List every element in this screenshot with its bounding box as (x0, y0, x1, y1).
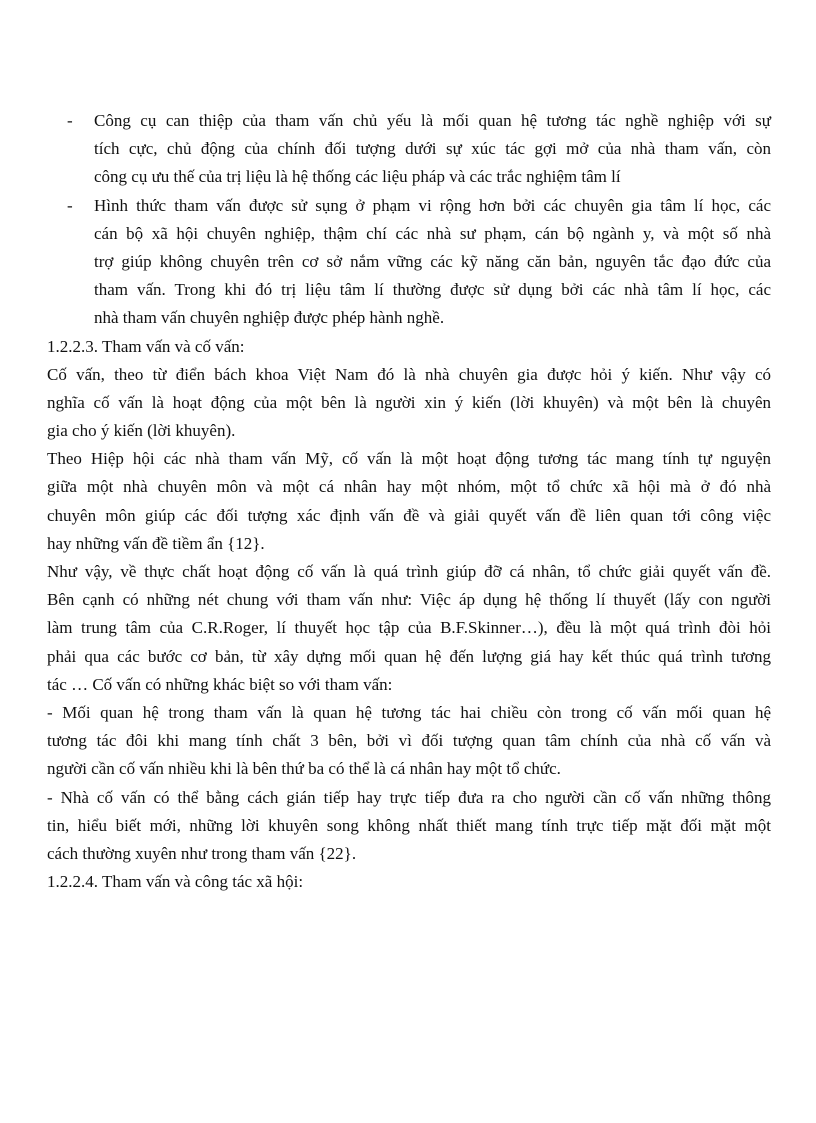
text-line: trợ giúp không chuyên trên cơ sở nắm vững các kỹ năng căn bản, nguyên tắc đạo đức của (94, 251, 771, 271)
bullet-item-counseling-scope (47, 192, 771, 333)
text-line: gia cho ý kiến (lời khuyên). (47, 421, 236, 441)
bullet-dash: - (67, 195, 73, 215)
text-line: Hình thức tham vấn được sử sụng ở phạm vi rộng hơn bởi các chuyên gia tâm lí học, các (94, 195, 771, 215)
text-line: Cố vấn, theo từ điển bách khoa Việt Nam đó là nhà chuyên gia được hỏi ý kiến. Như vậy có (47, 364, 771, 384)
text-line: phải qua các bước cơ bản, từ xây dựng mối quan hệ đến lượng giá hay kết thúc quá trình tương (47, 646, 771, 666)
text-line: Bên cạnh có những nét chung với tham vấn như: Việc áp dụng hệ thống lí thuyết (lấy con người (47, 590, 771, 610)
paragraph-advisory-nature (47, 558, 771, 699)
bullet-item-counseling-tools (47, 107, 771, 192)
bullet-dash: - (67, 111, 73, 130)
text-line: hay những vấn đề tiềm ẩn {12}. (47, 533, 265, 553)
text-line: tác … Cố vấn có những khác biệt so với tham vấn: (47, 674, 393, 694)
section-heading-1-2-2-4 (47, 868, 771, 896)
text-line: tương tác đôi khi mang tính chất 3 bên, bởi vì đối tượng quan tâm chính của nhà cố vấn và (47, 731, 771, 751)
paragraph-association-definition (47, 445, 771, 558)
text-line: cách thường xuyên như trong tham vấn {22}. (47, 843, 357, 863)
text-line: giữa một nhà chuyên môn và một cá nhân hay một nhóm, một tổ chức xã hội mà ở đó nhà (47, 477, 771, 497)
text-line: người cần cố vấn nhiều khi là bên thứ ba có thể là cá nhân hay một tổ chức. (47, 759, 561, 779)
text-line: - Nhà cố vấn có thể bằng cách gián tiếp hay trực tiếp đưa ra cho người cần cố vấn những thông (47, 787, 771, 807)
text-line: tích cực, chủ động của chính đối tượng dưới sự xúc tác gợi mở của nhà tham vấn, còn (94, 139, 771, 159)
text-line: - Mối quan hệ trong tham vấn là quan hệ tương tác hai chiều còn trong cố vấn mối quan hệ (47, 702, 771, 722)
text-line: Như vậy, về thực chất hoạt động cố vấn là quá trình giúp đỡ cá nhân, tổ chức giải quyết vấn đề. (47, 562, 771, 581)
section-heading-1-2-2-3 (47, 333, 771, 361)
text-line: nhà tham vấn chuyên nghiệp được phép hành nghề. (94, 308, 445, 328)
paragraph-advisor-definition (47, 361, 771, 446)
paragraph-difference-relationship (47, 699, 771, 784)
text-line: công cụ ưu thế của trị liệu là hệ thống các liệu pháp và các trắc nghiệm tâm lí (94, 167, 621, 187)
text-line: Công cụ can thiệp của tham vấn chủ yếu là mối quan hệ tương tác nghề nghiệp với sự (94, 111, 771, 130)
text-line: chuyên môn giúp các đối tượng xác định vấn đề và giải quyết vấn đề liên quan tới công việc (47, 505, 771, 525)
document-page (47, 107, 771, 896)
text-line: làm trung tâm của C.R.Roger, lí thuyết học tập của B.F.Skinner…), đều là một quá trình đòi hỏi (47, 618, 771, 638)
text-line: Theo Hiệp hội các nhà tham vấn Mỹ, cố vấn là một hoạt động tương tác mang tính tự nguyện (47, 449, 771, 469)
text-line: cán bộ xã hội chuyên nghiệp, thậm chí các nhà sư phạm, cán bộ ngành y, và một số nhà (94, 223, 771, 243)
paragraph-difference-method (47, 784, 771, 869)
heading-text: 1.2.2.4. Tham vấn và công tác xã hội: (47, 872, 304, 892)
text-line: nghĩa cố vấn là hoạt động của một bên là người xin ý kiến (lời khuyên) và một bên là chuyên (47, 392, 771, 412)
text-line: tham vấn. Trong khi đó trị liệu tâm lí thường được sử dụng bởi các nhà tâm lí học, các (94, 280, 771, 300)
heading-text: 1.2.2.3. Tham vấn và cố vấn: (47, 336, 245, 356)
text-line: tin, hiểu biết mới, những lời khuyên song không nhất thiết mang tính trực tiếp mặt đối mặt một (47, 815, 771, 835)
